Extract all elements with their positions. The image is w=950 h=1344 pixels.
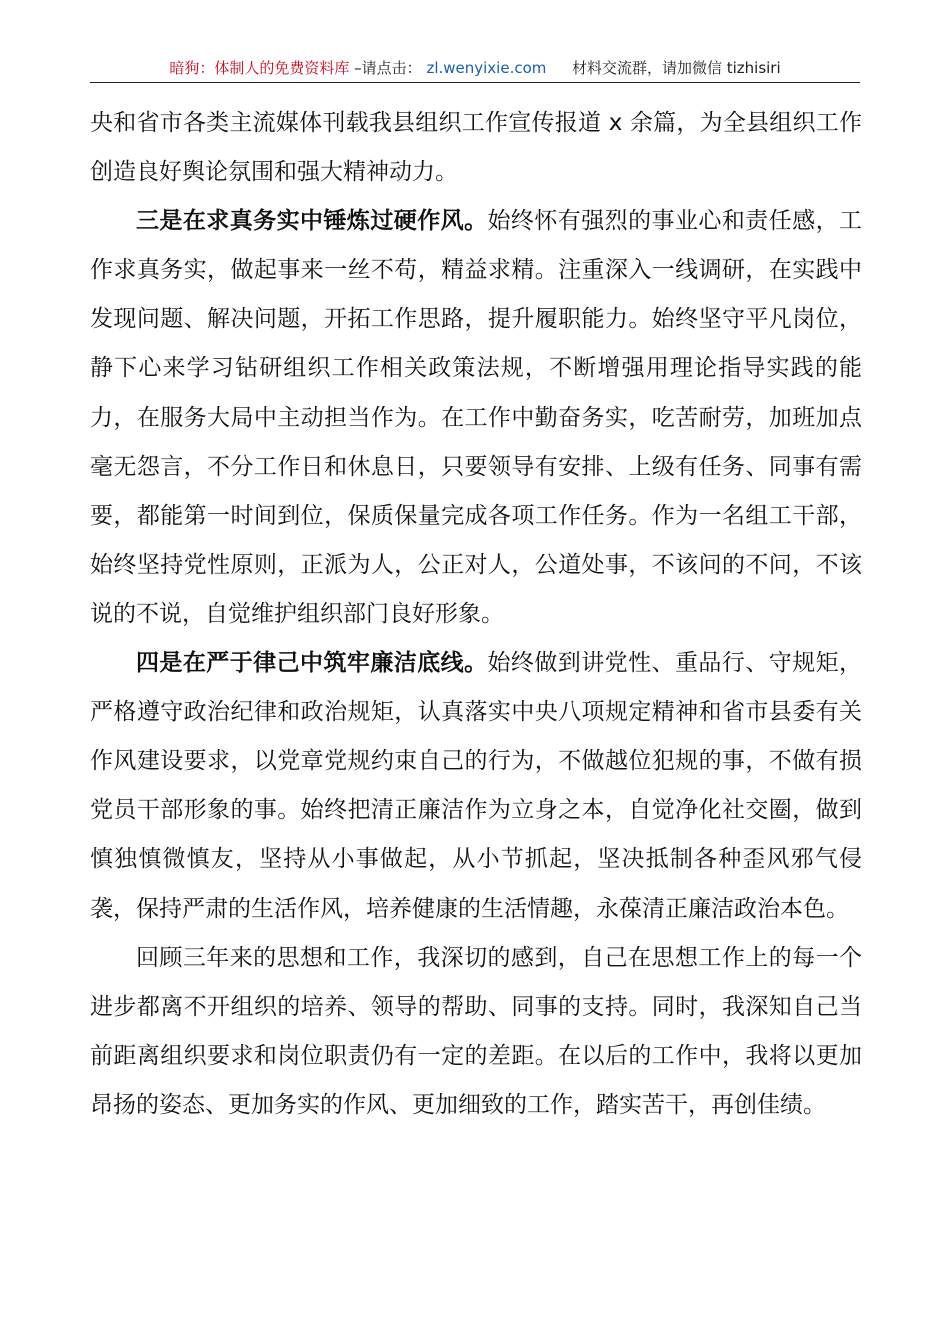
paragraph-text: 始终怀有强烈的事业心和责任感，工作求真务实，做起事来一丝不苟，精益求精。注重深入一线调研，在实践中发现问题、解决问题，开拓工作思路，提升履职能力。始终坚守平凡岗位，静下心来学习钻研组织工作相关政策法规，不断增强用理论指导实践的能力，在服务大局中主动担当作为。在工作中勤奋务实，吃苦耐劳，加班加点毫无怨言，不分工作日和休息日，只要领导有安排、上级有任务、同事有需要，都能第一时间到位，保质保量完成各项工作任务。作为一名组工干部，始终坚持党性原则，正派为人，公正对人，公道处事，不该问的不问，不该说的不说，自觉维护组织部门良好形象。	[90, 208, 863, 627]
section-heading-three: 三是在求真务实中锤炼过硬作风。	[136, 208, 488, 235]
header-url-link[interactable]: zl.wenyixie.com	[426, 59, 547, 77]
paragraph-continued	[90, 99, 862, 197]
header-prompt: –请点击：	[354, 59, 422, 77]
section-heading-four: 四是在严于律己中筑牢廉洁底线。	[136, 650, 488, 677]
document-body	[90, 99, 862, 1130]
paragraph-conclusion	[90, 934, 862, 1130]
paragraph-integrity-section	[90, 639, 862, 934]
header-brand: 暗狗：体制人的免费资料库	[169, 59, 350, 77]
paragraph-text: 始终做到讲党性、重品行、守规矩，严格遵守政治纪律和政治规矩，认真落实中央八项规定精神和省市县委有关作风建设要求，以党章党规约束自己的行为，不做越位犯规的事，不做有损党员干部形象的事。始终把清正廉洁作为立身之本，自觉净化社交圈，做到慎独慎微慎友，坚持从小事做起，从小节抓起，坚决抵制各种歪风邪气侵袭，保持严肃的生活作风，培养健康的生活情趣，永葆清正廉洁政治本色。	[90, 650, 863, 922]
paragraph-style-section	[90, 197, 862, 639]
paragraph-text: 回顾三年来的思想和工作，我深切的感到，自己在思想工作上的每一个进步都离不开组织的培养、领导的帮助、同事的支持。同时，我深知自己当前距离组织要求和岗位职责仍有一定的差距。在以后的工作中，我将以更加昂扬的姿态、更加务实的作风、更加细致的工作，踏实苦干，再创佳绩。	[90, 944, 862, 1118]
page-header	[90, 58, 860, 83]
paragraph-text: 央和省市各类主流媒体刊载我县组织工作宣传报道 x 余篇，为全县组织工作创造良好舆论氛围和强大精神动力。	[90, 110, 862, 186]
header-group-note: 材料交流群，请加微信 tizhisiri	[571, 59, 781, 77]
